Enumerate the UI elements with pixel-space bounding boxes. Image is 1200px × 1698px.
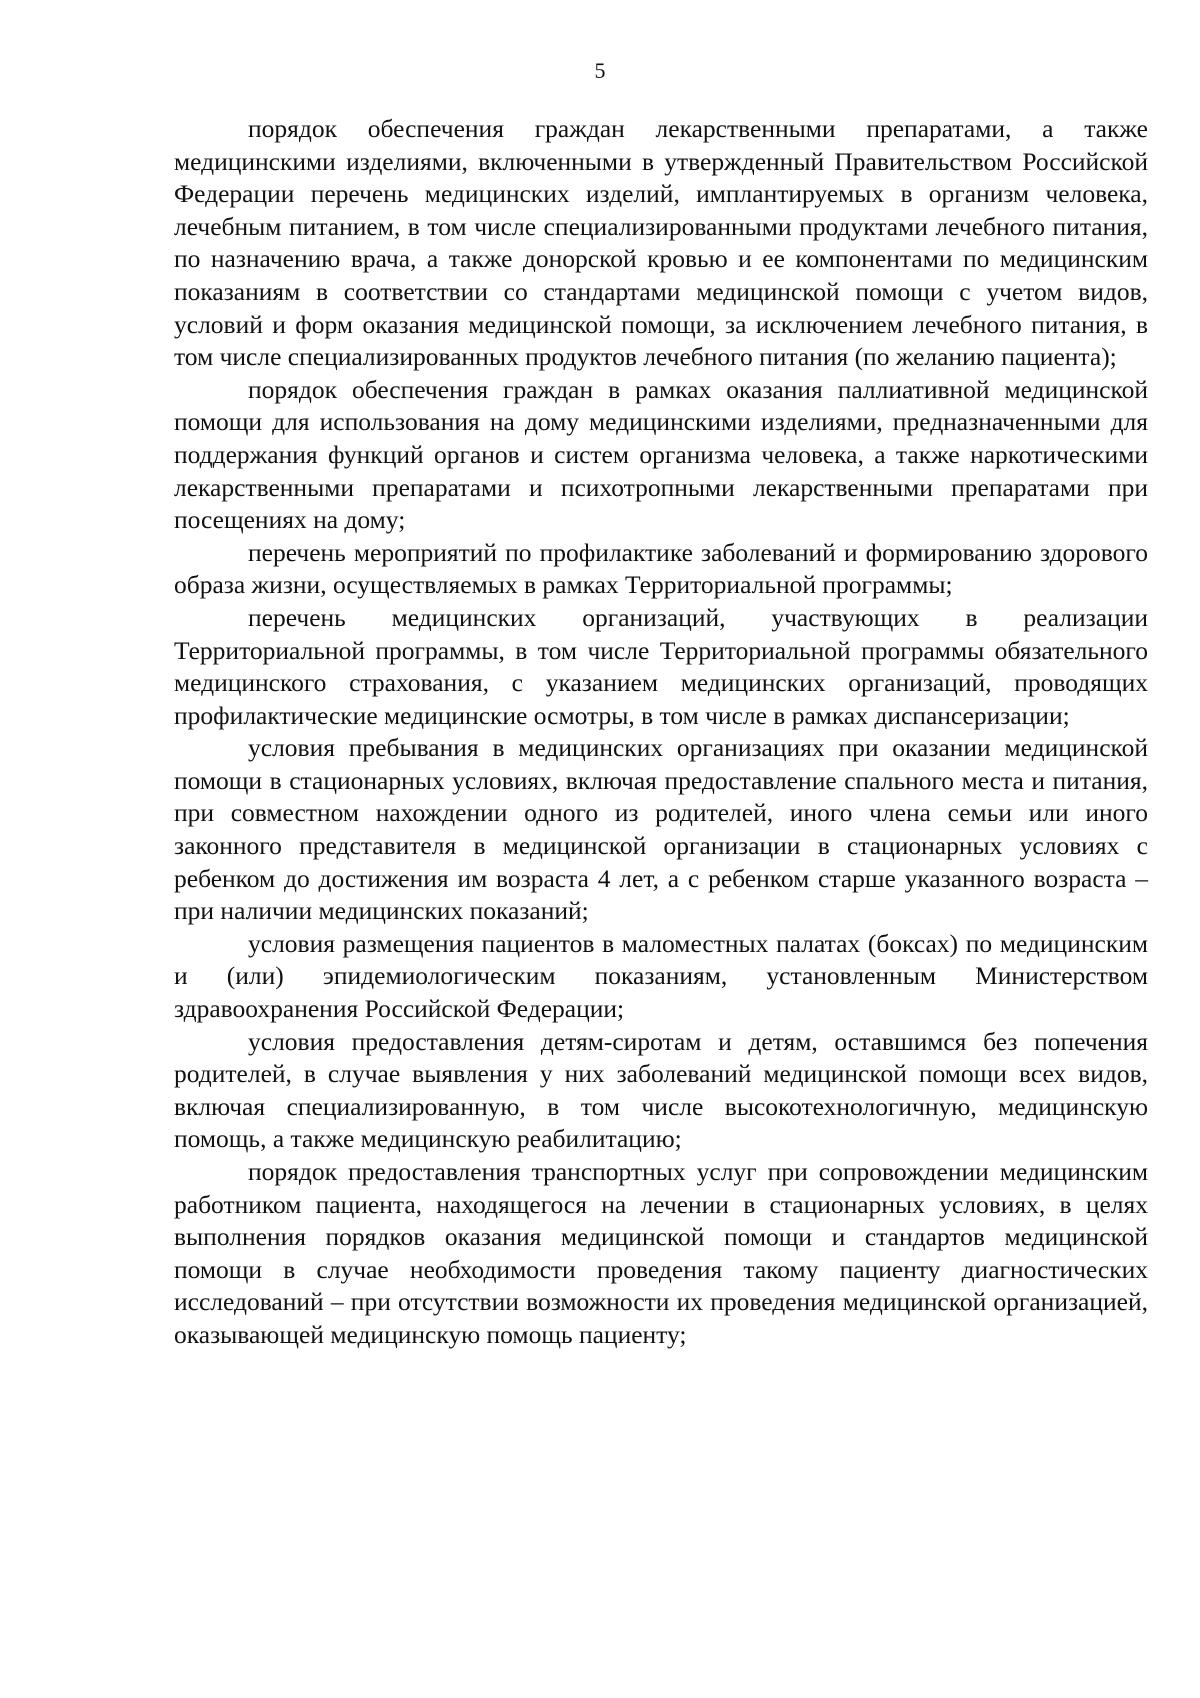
paragraph-inpatient-stay-conditions: условия пребывания в медицинских организациях при оказании медицинской помощи в стационарных условиях, включая предоставление спального места и питания, при совместном нахождении одного из родителей, иного члена семьи или иного законного представителя в медицинской организации в стационарных условиях с ребенком до достижения им возраста 4 лет, а с ребенком старше указанного возраста – при наличии медицинских показаний; — [174, 733, 1148, 926]
document-body — [174, 113, 1148, 1352]
paragraph-medication-supply: порядок обеспечения граждан лекарственными препаратами, а также медицинскими изделиями, включенными в утвержденный Правительством Российской Федерации перечень медицинских изделий, имплантируемых в организм человека, лечебным питанием, в том числе специализированными продуктами лечебного питания, по назначению врача, а также донорской кровью и ее компонентами по медицинским показаниям в соответствии со стандартами медицинской помощи с учетом видов, условий и форм оказания медицинской помощи, за исключением лечебного питания, в том числе специализированных продуктов лечебного питания (по желанию пациента); — [174, 114, 1148, 372]
paragraph-palliative-care: порядок обеспечения граждан в рамках оказания паллиативной медицинской помощи для использования на дому медицинскими изделиями, предназначенными для поддержания функций органов и систем организма человека, а также наркотическими лекарственными препаратами и психотропными лекарственными препаратами при посещениях на дому; — [174, 374, 1148, 535]
paragraph-transport-services: порядок предоставления транспортных услуг при сопровождении медицинским работником пациента, находящегося на лечении в стационарных условиях, в целях выполнения порядков оказания медицинской помощи и стандартов медицинской помощи в случае необходимости проведения такому пациенту диагностических исследований – при отсутствии возможности их проведения медицинской организацией, оказывающей медицинскую помощь пациенту; — [174, 1157, 1148, 1349]
page-number: 5 — [594, 58, 606, 83]
paragraph-medical-organizations-list: перечень медицинских организаций, участвующих в реализации Территориальной программы, в том числе Территориальной программы обязательного медицинского страхования, с указанием медицинских организаций, проводящих профилактические медицинские осмотры, в том числе в рамках диспансеризации; — [174, 602, 1148, 730]
paragraph-orphan-care-conditions: условия предоставления детям-сиротам и детям, оставшимся без попечения родителей, в случае выявления у них заболеваний медицинской помощи всех видов, включая специализированную, в том числе высокотехнологичную, медицинскую помощь, а также медицинскую реабилитацию; — [174, 1026, 1148, 1154]
paragraph-small-ward-placement: условия размещения пациентов в маломестных палатах (боксах) по медицинским и (или) эпидемиологическим показаниям, установленным Министерством здравоохранения Российской Федерации; — [174, 928, 1148, 1024]
paragraph-prevention-measures: перечень мероприятий по профилактике заболеваний и формированию здорового образа жизни, осуществляемых в рамках Территориальной программы; — [174, 537, 1148, 600]
